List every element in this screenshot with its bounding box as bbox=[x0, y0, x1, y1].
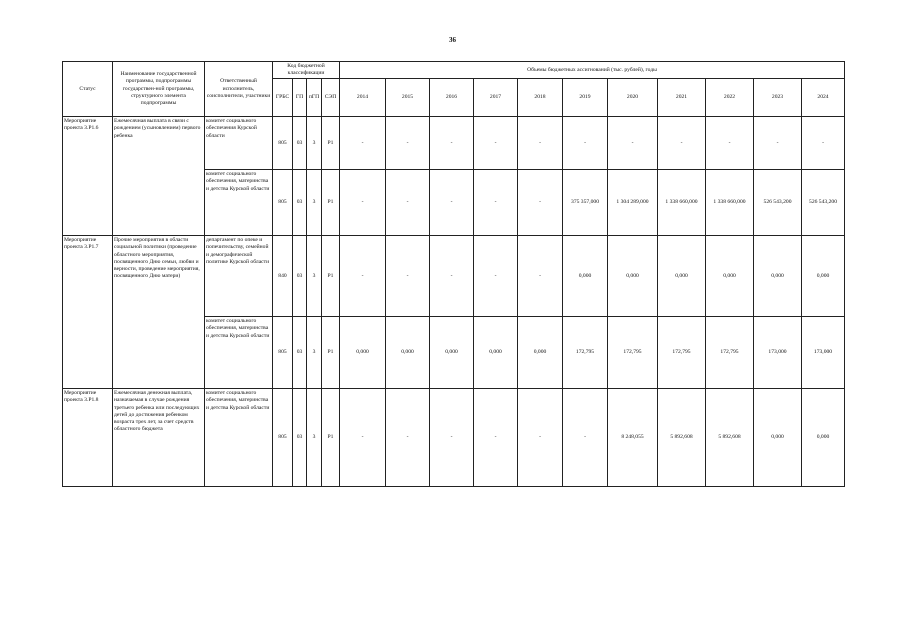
value-cell: 0,000 bbox=[802, 389, 845, 487]
value-cell: 1 338 660,000 bbox=[706, 170, 754, 236]
code-cell: 3 bbox=[307, 170, 322, 236]
value-cell: - bbox=[340, 170, 386, 236]
row-status: Мероприятие проекта 3.Р1.8 bbox=[63, 389, 113, 487]
value-cell: 0,000 bbox=[518, 317, 563, 389]
header-year: 2020 bbox=[608, 79, 658, 117]
code-cell: 3 bbox=[307, 117, 322, 170]
header-code-gp: ГП bbox=[293, 79, 307, 117]
header-program-name: Наименование государственной программы, подпрограммы государствен-ной программы, структурного элемента подпрограммы bbox=[113, 62, 205, 117]
value-cell: 375 357,000 bbox=[563, 170, 608, 236]
value-cell: 0,000 bbox=[563, 236, 608, 317]
row-participant: комитет социального обеспечения, материнства и детства Курской области bbox=[205, 317, 273, 389]
header-year: 2015 bbox=[386, 79, 430, 117]
value-cell: - bbox=[706, 117, 754, 170]
code-cell: Р1 bbox=[322, 389, 340, 487]
header-code-pgp: пГП bbox=[307, 79, 322, 117]
header-year: 2023 bbox=[754, 79, 802, 117]
value-cell: - bbox=[386, 236, 430, 317]
code-cell: Р1 bbox=[322, 317, 340, 389]
code-cell: 03 bbox=[293, 317, 307, 389]
header-year: 2018 bbox=[518, 79, 563, 117]
value-cell: - bbox=[802, 117, 845, 170]
row-name: Прочие мероприятия в области социальной политики (проведение областного мероприятия, посвященного Дню семьи, любви и верности, проведение мероприятия, посвященного Дню матери) bbox=[113, 236, 205, 389]
value-cell: 0,000 bbox=[802, 236, 845, 317]
code-cell: 805 bbox=[273, 389, 293, 487]
value-cell: - bbox=[518, 117, 563, 170]
value-cell: - bbox=[430, 117, 474, 170]
value-cell: 0,000 bbox=[386, 317, 430, 389]
header-status: Статус bbox=[63, 62, 113, 117]
header-budget-code: Код бюджетной классификации bbox=[273, 62, 340, 79]
table-row bbox=[63, 117, 845, 170]
row-participant: комитет социального обеспечения Курской области bbox=[205, 117, 273, 170]
row-participant: комитет социального обеспечения, материнства и детства Курской области bbox=[205, 389, 273, 487]
page-number: 36 bbox=[449, 36, 456, 44]
value-cell: - bbox=[386, 170, 430, 236]
row-status: Мероприятие проекта 3.Р1.6 bbox=[63, 117, 113, 236]
value-cell: 5 892,608 bbox=[706, 389, 754, 487]
value-cell: 172,795 bbox=[658, 317, 706, 389]
header-year: 2019 bbox=[563, 79, 608, 117]
row-participant: департамент по опеке и попечительству, семейной и демографической политике Курской области bbox=[205, 236, 273, 317]
header-volumes: Объемы бюджетных ассигнований (тыс. рублей), годы bbox=[340, 62, 845, 79]
value-cell: - bbox=[474, 170, 518, 236]
code-cell: 805 bbox=[273, 117, 293, 170]
value-cell: 5 892,608 bbox=[658, 389, 706, 487]
code-cell: Р1 bbox=[322, 117, 340, 170]
value-cell: 172,795 bbox=[563, 317, 608, 389]
code-cell: 03 bbox=[293, 389, 307, 487]
value-cell: - bbox=[386, 117, 430, 170]
value-cell: - bbox=[518, 170, 563, 236]
code-cell: 3 bbox=[307, 317, 322, 389]
header-code-sep: СЭП bbox=[322, 79, 340, 117]
row-status: Мероприятие проекта 3.Р1.7 bbox=[63, 236, 113, 389]
value-cell: 0,000 bbox=[706, 236, 754, 317]
value-cell: - bbox=[608, 117, 658, 170]
value-cell: 0,000 bbox=[430, 317, 474, 389]
value-cell: 1 304 289,000 bbox=[608, 170, 658, 236]
value-cell: - bbox=[518, 389, 563, 487]
header-year: 2021 bbox=[658, 79, 706, 117]
value-cell: - bbox=[340, 389, 386, 487]
value-cell: 8 248,055 bbox=[608, 389, 658, 487]
value-cell: 173,000 bbox=[754, 317, 802, 389]
header-code-grbs: ГРБС bbox=[273, 79, 293, 117]
value-cell: 0,000 bbox=[340, 317, 386, 389]
budget-table bbox=[62, 61, 845, 487]
value-cell: - bbox=[474, 117, 518, 170]
value-cell: 0,000 bbox=[754, 236, 802, 317]
table-row bbox=[63, 389, 845, 487]
value-cell: - bbox=[430, 236, 474, 317]
value-cell: - bbox=[563, 389, 608, 487]
table-row bbox=[63, 236, 845, 317]
code-cell: 03 bbox=[293, 117, 307, 170]
value-cell: - bbox=[386, 389, 430, 487]
value-cell: - bbox=[658, 117, 706, 170]
value-cell: - bbox=[474, 236, 518, 317]
code-cell: 3 bbox=[307, 389, 322, 487]
row-participant: комитет социального обеспечения, материнства и детства Курской области bbox=[205, 170, 273, 236]
row-name: Ежемесячная выплата в связи с рождением (усыновлением) первого ребенка bbox=[113, 117, 205, 236]
header-responsible: Ответственный исполнитель, соисполнители, участники bbox=[205, 62, 273, 117]
value-cell: 173,000 bbox=[802, 317, 845, 389]
header-year: 2014 bbox=[340, 79, 386, 117]
value-cell: - bbox=[430, 389, 474, 487]
code-cell: 03 bbox=[293, 236, 307, 317]
value-cell: 0,000 bbox=[754, 389, 802, 487]
code-cell: 840 bbox=[273, 236, 293, 317]
header-year: 2024 bbox=[802, 79, 845, 117]
value-cell: 172,795 bbox=[706, 317, 754, 389]
value-cell: 172,795 bbox=[608, 317, 658, 389]
code-cell: Р1 bbox=[322, 236, 340, 317]
value-cell: 526 543,200 bbox=[802, 170, 845, 236]
code-cell: 805 bbox=[273, 170, 293, 236]
row-name: Ежемесячная денежная выплата, назначаемая в случае рождения третьего ребенка или последующих детей до достижения ребенком возраста трех лет, за счет средств областного бюджета bbox=[113, 389, 205, 487]
header-year: 2016 bbox=[430, 79, 474, 117]
code-cell: 03 bbox=[293, 170, 307, 236]
value-cell: 0,000 bbox=[658, 236, 706, 317]
value-cell: - bbox=[340, 117, 386, 170]
code-cell: 805 bbox=[273, 317, 293, 389]
value-cell: 0,000 bbox=[474, 317, 518, 389]
header-year: 2022 bbox=[706, 79, 754, 117]
code-cell: Р1 bbox=[322, 170, 340, 236]
value-cell: - bbox=[754, 117, 802, 170]
value-cell: - bbox=[340, 236, 386, 317]
code-cell: 3 bbox=[307, 236, 322, 317]
value-cell: - bbox=[563, 117, 608, 170]
header-year: 2017 bbox=[474, 79, 518, 117]
value-cell: 1 338 660,000 bbox=[658, 170, 706, 236]
value-cell: 526 543,200 bbox=[754, 170, 802, 236]
value-cell: - bbox=[474, 389, 518, 487]
value-cell: - bbox=[518, 236, 563, 317]
value-cell: - bbox=[430, 170, 474, 236]
value-cell: 0,000 bbox=[608, 236, 658, 317]
